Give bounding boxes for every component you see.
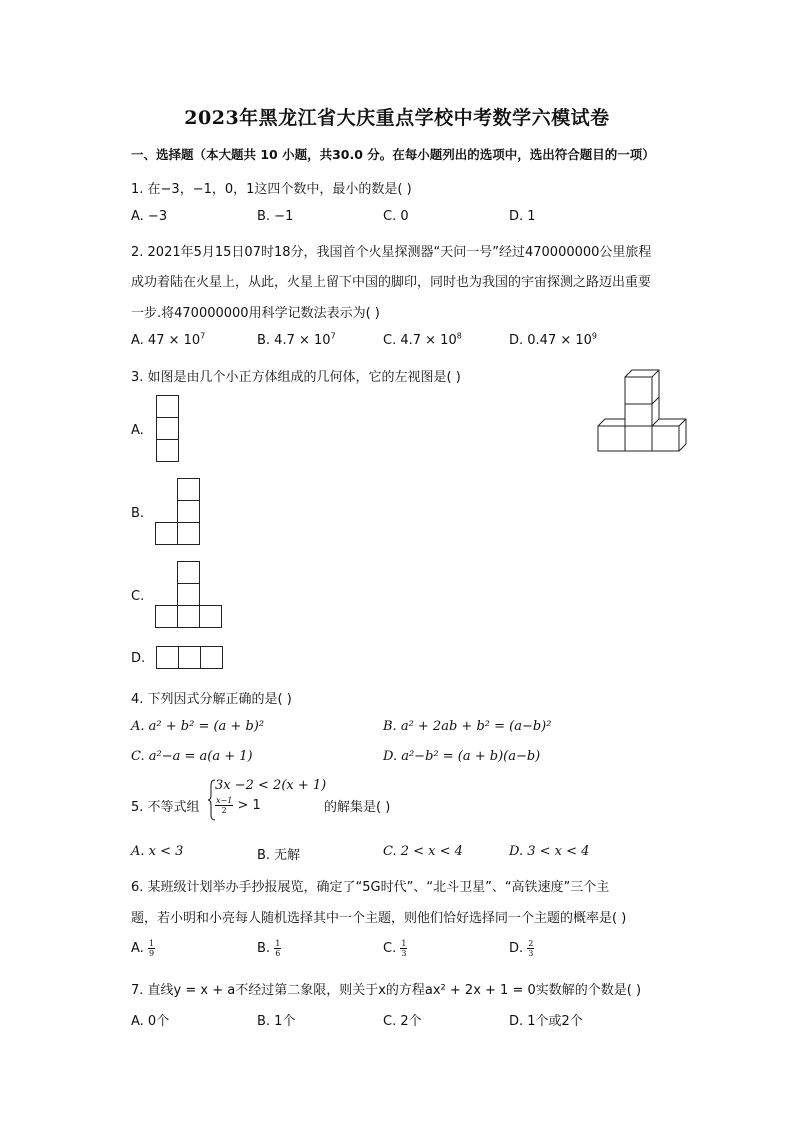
question-4-option-a[interactable]: A. a² + b² = (a + b)² — [131, 719, 265, 734]
question-1-option-d[interactable]: D. 1 — [509, 209, 536, 224]
question-2-line-1: 2. 2021年5月15日07时18分，我国首个火星探测器“天问一号”经过470000000公里旅程 — [131, 245, 652, 260]
option-c-figure — [155, 561, 225, 631]
denominator: 3 — [401, 949, 407, 958]
question-6-line-1: 6. 某班级计划举办手抄报展览，确定了“5G时代”、“北斗卫星”、“高铁速度”三个主 — [131, 880, 610, 895]
question-1-option-b[interactable]: B. −1 — [257, 209, 294, 224]
question-3-option-d[interactable]: D. — [131, 651, 146, 666]
numerator: 2 — [528, 939, 534, 948]
option-a-fraction — [148, 939, 155, 958]
question-6-line-2: 题，若小明和小亮每人随机选择其中一个主题，则他们恰好选择同一个主题的概率是( ) — [131, 911, 627, 926]
question-7-option-d[interactable]: D. 1个或2个 — [509, 1014, 583, 1029]
option-b-fraction — [274, 939, 281, 958]
fraction-numerator: x−1 — [216, 796, 233, 805]
page-title: 2023年黑龙江省大庆重点学校中考数学六模试卷 — [184, 107, 610, 129]
question-5-prefix: 5. 不等式组 — [131, 800, 200, 815]
denominator: 3 — [528, 949, 534, 958]
question-7-option-b[interactable]: B. 1个 — [257, 1014, 296, 1029]
option-a-base: A. 47 × 10 — [131, 333, 201, 348]
question-4-option-d[interactable]: D. a²−b² = (a + b)(a−b) — [383, 749, 541, 764]
question-3-option-c[interactable]: C. — [131, 589, 145, 604]
option-b-base: B. 4.7 × 10 — [257, 333, 331, 348]
option-d-label: D. — [509, 941, 524, 956]
inequality-2-fraction — [215, 796, 233, 815]
question-3-option-a[interactable]: A. — [131, 423, 144, 438]
option-a-exponent: 7 — [200, 331, 206, 341]
option-a-figure — [156, 395, 180, 465]
question-2-option-d[interactable] — [509, 333, 597, 348]
option-c-fraction — [400, 939, 407, 958]
section-heading: 一、选择题（本大题共 10 小题，共30.0 分。在每小题列出的选项中，选出符合题目的一项） — [131, 147, 655, 162]
question-7-stem: 7. 直线y = x + a不经过第二象限，则关于x的方程ax² + 2x + 1 = 0实数解的个数是( ) — [131, 983, 642, 998]
question-3-stem: 3. 如图是由几个小正方体组成的几何体，它的左视图是( ) — [131, 370, 461, 385]
option-d-fraction — [527, 939, 534, 958]
numerator: 1 — [275, 939, 281, 948]
question-6-option-b[interactable] — [257, 939, 281, 958]
question-2-line-3: 一步.将470000000用科学记数法表示为( ) — [131, 306, 380, 321]
question-4-stem: 4. 下列因式分解正确的是( ) — [131, 692, 292, 707]
numerator: 1 — [401, 939, 407, 948]
option-b-figure — [155, 478, 203, 548]
question-6-option-a[interactable] — [131, 939, 155, 958]
question-1-option-c[interactable]: C. 0 — [383, 209, 409, 224]
inequality-1: 3x −2 < 2(x + 1) — [215, 778, 327, 793]
option-a-label: A. — [131, 941, 144, 956]
option-d-base: D. 0.47 × 10 — [509, 333, 592, 348]
question-1-option-a[interactable]: A. −3 — [131, 209, 168, 224]
question-6-option-c[interactable] — [383, 939, 407, 958]
question-5-option-a[interactable]: A. x < 3 — [131, 844, 184, 859]
solid-figure — [596, 368, 692, 454]
question-5-option-b[interactable]: B. 无解 — [257, 848, 301, 863]
question-7-option-a[interactable]: A. 0个 — [131, 1014, 170, 1029]
inequality-2-rest: > 1 — [237, 798, 261, 813]
option-d-figure — [156, 646, 226, 670]
inequality-2 — [215, 796, 261, 815]
numerator: 1 — [148, 939, 155, 948]
option-c-label: C. — [383, 941, 397, 956]
denominator: 6 — [275, 949, 281, 958]
option-c-exponent: 8 — [456, 331, 462, 341]
question-1-stem: 1. 在−3，−1，0，1这四个数中，最小的数是( ) — [131, 182, 412, 197]
question-2-option-b[interactable] — [257, 333, 336, 348]
option-b-exponent: 7 — [330, 331, 336, 341]
option-b-label: B. — [257, 941, 271, 956]
question-7-option-c[interactable]: C. 2个 — [383, 1014, 422, 1029]
question-3-option-b[interactable]: B. — [131, 506, 145, 521]
option-c-base: C. 4.7 × 10 — [383, 333, 457, 348]
question-4-option-c[interactable]: C. a²−a = a(a + 1) — [131, 749, 253, 764]
fraction-denominator: 2 — [221, 806, 227, 815]
question-6-option-d[interactable] — [509, 939, 534, 958]
option-d-exponent: 9 — [591, 331, 598, 341]
question-2-line-2: 成功着陆在火星上，从此，火星上留下中国的脚印，同时也为我国的宇宙探测之路迈出重要 — [131, 275, 652, 290]
question-4-option-b[interactable]: B. a² + 2ab + b² = (a−b)² — [383, 719, 552, 734]
question-2-option-c[interactable] — [383, 333, 462, 348]
question-5-suffix: 的解集是( ) — [324, 800, 391, 815]
question-2-option-a[interactable] — [131, 333, 205, 348]
question-5-option-d[interactable]: D. 3 < x < 4 — [509, 844, 590, 859]
question-5-option-c[interactable]: C. 2 < x < 4 — [383, 844, 463, 859]
denominator: 9 — [148, 949, 155, 958]
